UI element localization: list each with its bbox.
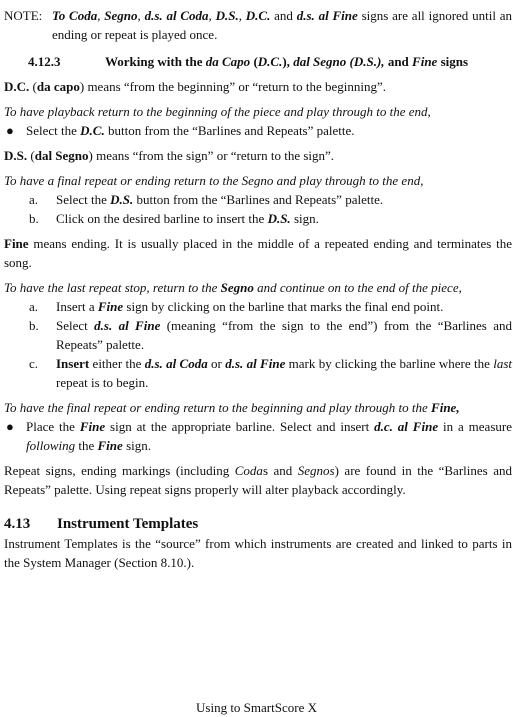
step-term: D.S. [110, 192, 134, 207]
bullet-term: Fine [79, 419, 106, 434]
lead-part: and continue on to the end of the piece, [253, 280, 462, 295]
step-part: repeat is to begin. [56, 375, 149, 390]
dc-lead: To have playback return to the beginning of the piece and play through to the end, [4, 104, 431, 119]
dc-text: ) means “from the beginning” or “return to the beginning”. [79, 79, 386, 94]
note-term: D.C. [245, 8, 271, 23]
fine-return-lead [4, 398, 512, 417]
dc-text: ( [29, 79, 37, 94]
step-term: Insert [56, 356, 90, 371]
fine-term: Fine [4, 236, 29, 251]
ds-definition [4, 146, 512, 165]
lead-term: Fine, [431, 400, 460, 415]
subsection-title [105, 52, 468, 71]
dc-bullet [4, 121, 512, 140]
step-part: button from the “Barlines and Repeats” palette. [133, 192, 384, 207]
note-sep: , [208, 8, 216, 23]
bullet-icon: ● [6, 419, 14, 434]
fine-step-a [4, 297, 512, 316]
bullet-text [26, 417, 512, 455]
bullet-icon: ● [6, 123, 14, 138]
step-part: Click on the desired barline to insert the [56, 211, 268, 226]
ds-term-full: dal Segno [34, 148, 89, 163]
step-part: either the [89, 356, 145, 371]
lead-term: Segno [220, 280, 254, 295]
bullet-part: button from the “Barlines and Repeats” palette. [104, 123, 355, 138]
dc-definition [4, 77, 512, 96]
dc-term: D.C. [4, 79, 30, 94]
step-term: d.s. al Coda [144, 356, 208, 371]
step-part: or [207, 356, 226, 371]
step-marker: c. [29, 356, 39, 371]
fine-step-c [4, 354, 512, 392]
lead-part: To have the final repeat or ending return to the beginning and play through to the [4, 400, 432, 415]
bullet-part: in a measure [438, 419, 512, 434]
step-marker: a. [29, 299, 39, 314]
note-text: signs are all ignored until an ending or repeat is played once. [52, 8, 513, 42]
heading-term: D.C. [257, 54, 283, 69]
section-number: 4.13 [4, 516, 31, 532]
heading-term: dal Segno (D.S.), [293, 54, 385, 69]
section-body: Instrument Templates is the “source” from which instruments are created and linked to parts in the System Manager (Section 8.10.). [4, 536, 512, 570]
note-term: D.S. [215, 8, 239, 23]
fine-lead [4, 278, 512, 297]
para-emphasis: Coda [234, 463, 263, 478]
step-text [56, 209, 512, 228]
step-part: mark by clicking the barline where the [285, 356, 494, 371]
note-paragraph [4, 6, 512, 44]
section-heading [4, 515, 512, 534]
para-part: Repeat signs, ending markings (including [4, 463, 235, 478]
bullet-term: D.C. [80, 123, 105, 138]
note-term: d.s. al Coda [144, 8, 209, 23]
note-sep: and [270, 8, 297, 23]
para-part: s and [262, 463, 298, 478]
bullet-text [26, 121, 512, 140]
heading-text: ), [282, 54, 294, 69]
step-text [56, 316, 512, 354]
step-part: Select [56, 318, 95, 333]
bullet-term: d.c. al Fine [374, 419, 439, 434]
document-page [4, 6, 512, 572]
step-marker: b. [29, 318, 39, 333]
step-part: sign. [290, 211, 319, 226]
note-sep: , [238, 8, 246, 23]
repeat-paragraph [4, 461, 512, 499]
section-title: Instrument Templates [57, 516, 199, 532]
note-body [52, 6, 512, 44]
fine-return-bullet [4, 417, 512, 455]
ds-step-a [4, 190, 512, 209]
step-term: D.S. [267, 211, 291, 226]
fine-definition [4, 234, 512, 272]
subsection-number: 4.12.3 [28, 54, 61, 69]
step-marker: b. [29, 211, 39, 226]
step-part: Select the [56, 192, 111, 207]
step-text [56, 354, 512, 392]
heading-text: signs [437, 54, 469, 69]
fine-text: means ending. It is usually placed in the middle of a repeated ending and terminates the song. [4, 236, 512, 270]
ds-text: ( [27, 148, 35, 163]
subsection-heading [28, 52, 512, 71]
fine-step-b [4, 316, 512, 354]
note-term: d.s. al Fine [296, 8, 358, 23]
lead-part: To have the last repeat stop, return to the [4, 280, 221, 295]
para-emphasis: Segnos [297, 463, 335, 478]
step-term: Fine [97, 299, 124, 314]
bullet-emphasis: following [26, 438, 76, 453]
note-sep: , [137, 8, 145, 23]
bullet-term: Fine [97, 438, 123, 453]
heading-text: Working with the [105, 54, 206, 69]
page-footer: Using to SmartScore X [196, 700, 317, 715]
step-term: d.s. al Fine [225, 356, 286, 371]
step-part: Insert a [56, 299, 98, 314]
bullet-part: sign at the appropriate barline. Select and insert [105, 419, 375, 434]
step-part: (meaning “from the sign to the end”) from the “Barlines and Repeats” palette. [56, 318, 512, 352]
note-label: NOTE: [4, 8, 43, 23]
heading-term: da Capo [205, 54, 251, 69]
step-text [56, 297, 512, 316]
ds-text: ) means “from the sign” or “return to the sign”. [88, 148, 335, 163]
note-term: To Coda [52, 8, 98, 23]
ds-step-b [4, 209, 512, 228]
dc-term-full: da capo [36, 79, 80, 94]
bullet-part: Place the [26, 419, 80, 434]
heading-term: Fine [412, 54, 438, 69]
heading-text: and [384, 54, 413, 69]
bullet-part: the [75, 438, 98, 453]
ds-lead: To have a final repeat or ending return to the Segno and play through to the end, [4, 173, 424, 188]
step-emphasis: last [493, 356, 512, 371]
note-sep: , [97, 8, 105, 23]
para-part: ) are found in the “Barlines and Repeats” palette. Using repeat signs properly will alter playback accordingly. [4, 463, 512, 497]
note-term: Segno [104, 8, 138, 23]
bullet-part: sign. [122, 438, 151, 453]
step-text [56, 190, 512, 209]
step-part: sign by clicking on the barline that marks the final end point. [123, 299, 444, 314]
ds-term: D.S. [4, 148, 28, 163]
heading-text: ( [250, 54, 258, 69]
bullet-part: Select the [26, 123, 81, 138]
step-marker: a. [29, 192, 39, 207]
step-term: d.s. al Fine [94, 318, 161, 333]
